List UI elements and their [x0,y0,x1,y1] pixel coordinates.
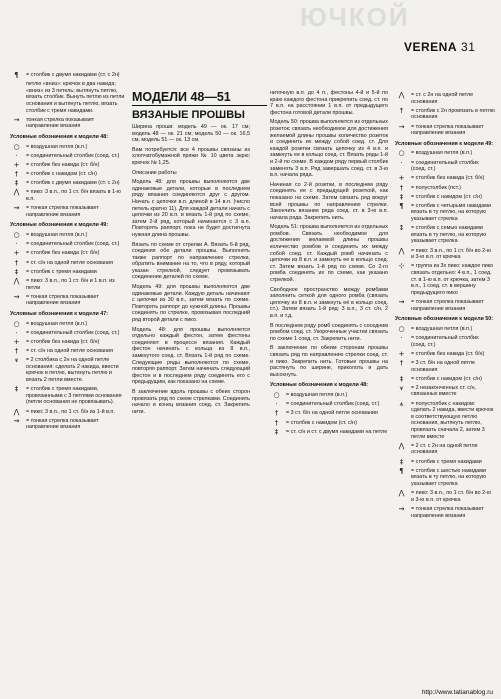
legend-text: = столбик с тремя накидами [411,458,482,465]
crochet-symbol-icon: † [274,409,279,418]
legend-item [395,124,495,137]
legend-text: = тонкая стрелка показывает направление вязания [411,505,484,519]
legend-item [10,205,128,218]
legend-item [395,459,495,466]
legend-text: = столбик без накида (ст. б/н) [26,250,100,257]
crochet-symbol-icon: · [15,151,18,160]
legend-item [10,339,128,346]
crochet-symbol-icon: ○ [13,319,20,328]
legend-item [10,321,128,328]
body-paragraph: Начиная со 2-й розетки, в последнем ряду соединять ее с предыдущей розеткой, как показано на схеме. Затем связать ряд вокруг всей прошвы по направлению стрелки. Закончить вязание ряда соед. ст. в 3-ю в.п. начала ряда. Закрепить нить. [270,181,388,221]
legend-text: = столбик с накидом (ст. с/н) [411,375,482,382]
legend-column-1 [10,72,128,434]
legend-heading: Условные обозначения к модели 49: [10,222,109,229]
crochet-symbol-icon: ↕ [398,224,405,233]
legend-text: = столбик с 2н провязать в петлю основания [411,107,495,121]
legend-item [270,429,388,436]
crochet-symbol-icon: ○ [273,390,280,399]
legend-text: = соединительный столбик (соед. ст.) [26,152,120,159]
legend-text: = воздушная петля (в.п.) [286,391,348,398]
body-paragraph: Модель 48: для прошвы выполняется отдельно каждый фестон, затем фестоны соединяют в процессе вязания. Каждый фестон начинать с кольца из 8 в.п., замкнутого соед. ст. Вязать 1-й ряд по схеме. Следующие ряды выполняются по схеме, повторяя раппорт. Затем начинать следующий фестон и в последнем ряду соединять его с предыдущим, как показано на схеме. [132,326,250,386]
legend-item [10,260,128,267]
legend-text: = группа из 3х пико: каждое пико связать отдельно: 4 в.п., 1 соед. ст. в 1-ю в.п. от крючка, затем 3 в.п., 1 соед. ст. в вершину предыдущего пико [411,263,494,296]
body-paragraph: Модель 51: прошва выполняется из отдельных ромбов. Связать необходимое для достижения желаемой длины прошвы количество ромбов и соединить их между собой соед. ст. Каждый ромб начинать с цепочки из 8 в.п. и замкнуть ее в кольцо соед. ст. Затем вязать 1-й ряд по схеме. Со 2-го ромба соединять их по схеме, как указано стрелкой. [270,224,388,284]
legend-item [395,185,495,192]
crochet-symbol-icon: ‡ [274,427,279,436]
crochet-symbol-icon: · [15,240,18,249]
legend-item [10,418,128,431]
crochet-symbol-icon: ‡ [14,267,19,276]
legend-text: = ст. с/н и ст. с двумя накидами на петле [286,428,388,435]
crochet-symbol-icon: ⩛ [399,383,404,392]
legend-item [395,150,495,157]
crochet-symbol-icon: → [13,115,20,124]
legend-item [395,360,495,373]
crochet-symbol-icon: † [399,183,404,192]
crochet-symbol-icon: → [398,122,405,131]
legend-text: = 2 столбика с 2н на одной петле основания: сделать 2 накида, ввести крючок в петлю, вытянуть петлю и вязать 2 петли вместе. [26,357,119,384]
legend-text: = ст. с/н на одной петле основания [26,348,113,355]
legend-item [10,409,128,416]
crochet-symbol-icon: · [400,333,403,342]
crochet-symbol-icon: ⩛ [14,356,19,365]
brand-name: VERENA [404,40,458,54]
crochet-symbol-icon: · [400,158,403,167]
legend-text: = столбик с тремя накидами, провязанными с 3 петлями основания (петли основания не провязывать). [26,386,122,406]
legend-item [395,351,495,358]
crochet-symbol-icon: ‡ [399,374,404,383]
legend-text: = пико: 3 в.п., по 1 ст. б/н вязать в 1-ю в.п. [26,189,121,203]
legend-item [10,250,128,257]
legend-item [10,278,128,291]
body-paragraph: В последнем ряду ромб соединять с соседним ромбом соед. ст. Укороченные участки связать по схеме 1 соед. ст. Закрепить нити. [270,322,388,342]
body-paragraph: В заключение по обеим сторонам прошвы связать ряд по направлению стрелки соед. ст. и пико. Закрепить нить. Готовые прошвы на растянуть по ширине, приколоть и дать высохнуть. [270,345,388,378]
legend-item [395,490,495,503]
legend-text: = 3 ст. б/н на одной петле основания [411,359,475,373]
crochet-symbol-icon: † [14,258,19,267]
legend-item [395,108,495,121]
crochet-symbol-icon: + [13,160,20,169]
legend-text: = воздушная петля (в.п.) [411,150,473,157]
legend-text: = воздушная петля (в.п.) [411,325,473,332]
header-ghost-text: ЮЧКОЙ [300,2,410,32]
crochet-symbol-icon: ‡ [14,179,19,188]
crochet-symbol-icon: · [275,400,278,409]
legend-text: = полустолбик (пст.) [411,184,461,191]
legend-item [395,194,495,201]
legend-text: = столбик с тремя накидами [26,268,97,275]
legend-item [10,241,128,248]
body-paragraph: Модель 50: прошва выполняется из отдельных розеток: связать необходимое для достижения желаемой длины прошвы количество розеток и соединить их между собой соед. ст. Для каждой розетки связать цепочку из 4 в.п. и замкнуть ее в кольцо соед. ст. Вязать ряды 1-й и 2-й по схеме. В каждом ряду первый столбик заменять 3 в.п. Ряд завершать соед. ст. в 3-ю в.п. начала ряда. [270,119,388,179]
legend-item [10,294,128,307]
legend-text: = столбик с шестью накидами вязать в ту петлю, на которую указывает стрелка [411,467,487,487]
crochet-symbol-icon: ‡ [399,457,404,466]
body-paragraph: Вам потребуется: все 4 прошвы связаны из хлопчатобумажной пряжи № 10 цвета экрю; крючок № 1,25. [132,146,250,166]
legend-text: = тонкая стрелка показывает направление вязания [26,417,99,431]
legend-item [10,189,128,202]
legend-text: = 3 ст. б/н на одной петле основания [286,410,378,417]
crochet-symbol-icon: ‡ [399,192,404,201]
legend-text: = тонкая стрелка показывает направление вязания [26,205,99,218]
body-paragraph: Модель 49: для прошвы выполняются две одинаковые детали. Каждую деталь начинают с цепочки из 30 в.п., затем вязать по схеме. Повторять раппорт до нужной длины. Прошвы соединять по стрелке, провязывая последний ряд второй детали с пико. [132,284,250,324]
crochet-symbol-icon: ↑ [398,106,405,115]
legend-item [395,175,495,182]
body-paragraph: Ширина прошв: модель 49 — ок. 17 см; модель 48 — ок. 21 см; модель 50 — ок. 16,5 см, модель 51 — ок. 13 см. [132,124,250,144]
crochet-symbol-icon: ⇝ [13,416,20,425]
legend-text: = тонкая стрелка показывает направление вязания [411,123,484,137]
crochet-symbol-icon: + [398,349,405,358]
page-number: 31 [461,40,476,54]
legend-text: = столбик с четырьмя накидами вязать в ту петлю, на которую указывает стрелка [411,202,492,223]
legend-item [395,299,495,312]
legend-text: = 2 ст. с 2н на одной петле основания [411,442,478,456]
body-paragraph: Описание работы [132,169,177,176]
legend-text: = соединительный столбик (соед. ст.) [286,401,380,408]
crochet-symbol-icon: ⩚ [399,399,404,408]
legend-item [10,153,128,160]
legend-item [10,357,128,383]
body-paragraph: Свободное пространство между ромбами заполнить сеткой для одного ромба (связать цепочку из 8 в.п. и замкнуть её в кольцо соед. ст.). Затем вязать 1-й ряд: 3 в.п., 3 ст. с/н, 2 в.п. и т.д. [270,286,388,319]
crochet-symbol-icon: ⋀ [398,91,405,99]
legend-text: = пико: 3 в.п., по 1 ст. б/н и 1 в.п. из петли [26,277,115,291]
legend-heading: Условные обозначения к модели 47: [10,310,109,317]
crochet-symbol-icon: ○ [398,324,405,333]
crochet-symbol-icon: ⋀ [398,489,405,498]
legend-item [395,385,495,398]
crochet-symbol-icon: + [398,174,405,183]
page-header [404,40,476,54]
legend-text: = столбик с накидом (ст. с/н) [411,193,482,200]
legend-text: = соединительный столбик (соед. ст.) [26,329,120,336]
crochet-symbol-icon: ⋀ [13,276,20,285]
legend-text: = столбик с двумя накидами (ст. с 2н) [26,180,120,187]
crochet-symbol-icon: † [399,358,404,367]
legend-text: = ст. с/н на одной петле основания [26,259,113,266]
crochet-symbol-icon: ⋀ [13,407,20,416]
legend-item [10,180,128,187]
legend-item [395,401,495,441]
legend-item [10,269,128,276]
legend-heading: Условные обозначения к модели 48: [10,133,109,140]
legend-text: = тонкая стрелка показывает направление вязания [411,298,484,312]
legend-text: = столбик с накидом (ст. с/н) [286,419,357,426]
crochet-symbol-icon: ⇝ [13,204,20,213]
legend-text: = соединительный столбик (соед. ст.) [411,334,479,348]
legend-item [395,225,495,245]
legend-item [10,171,128,178]
crochet-symbol-icon: ¶ [399,466,404,475]
legend-item [395,248,495,261]
legend-item [270,401,388,408]
legend-text: = воздушная петля (в.п.) [26,232,88,239]
legend-text: = столбик с двумя накидами (ст. с 2н) [26,72,120,78]
legend-text: петлю «вниз»: крючок в два накида; «вниз» из 3 петель; вытянуть петлю, вязать столбик. Вынуть петлю из петли основания и вытянуть петлю, вязать столбик с тремя накидами. [26,81,125,114]
legend-item [395,326,495,333]
crochet-symbol-icon: ○ [398,149,405,158]
legend-column-4 [395,92,495,522]
crochet-symbol-icon: † [274,418,279,427]
legend-item [10,144,128,151]
legend-heading: Условные обозначения к модели 48: [270,382,369,389]
legend-text: = столбик без накида (ст. б/н) [26,338,100,345]
body-paragraph: ниточную в.п. до 4 п., фестоны 4-й и 5-й по краю каждого фестона прикрепить соед. ст. по 7 в.п. на расстоянии 1 в.п. от предыдущего фестона готовой детали прошвы. [270,90,388,116]
legend-text: = столбик с семью накидами вязать в ту петлю, на которую указывает стрелка [411,225,487,245]
legend-item [395,335,495,348]
legend-text: = соединительный столбик (соед. ст.) [26,241,120,248]
legend-text: = ст. с 2н на одной петле основания [411,92,474,105]
body-paragraph: Вязать по схеме от стрелки А. Вязать 6-й ряд, соединяя обе детали прошвы. Выполнять также раппорт по направлению стрелки, обратить внимание на то, что в ряду, который указан стрелкой, следует провязывать соединение деталей по схеме. [132,241,250,281]
legend-item [270,420,388,427]
crochet-symbol-icon: ‡ [14,385,19,394]
legend-item [10,117,128,130]
legend-text: = пико: 3 в.п., по 1 ст. б/н из 1-й в.п. [26,408,115,415]
crochet-symbol-icon: ⋀ [13,188,20,197]
legend-item [10,330,128,337]
crochet-symbol-icon: ⋀ [398,441,405,450]
crochet-symbol-icon: ⇝ [398,297,405,306]
article-title: МОДЕЛИ 48—51 [132,90,231,104]
legend-item [395,203,495,223]
legend-item [10,162,128,169]
legend-text: = пико: 3 в.п., по 1 ст. б/н во 2-ю и 3-ю в.п. от крючка [411,247,491,261]
legend-item [10,72,128,79]
title-rule [132,105,267,106]
legend-text: = полустолбик с накидом: сделать 2 накида, ввести крючок в соответствующую петлю основания, вытянуть петлю, провязать сначала 2, затем 3 петли вместе [411,400,494,440]
legend-item [10,81,128,114]
crochet-symbol-icon: ⇝ [398,504,405,513]
crochet-symbol-icon: ⋀ [398,246,405,255]
legend-item [395,506,495,519]
legend-item [395,443,495,456]
legend-item [395,263,495,296]
legend-item [270,392,388,399]
legend-item [10,232,128,239]
crochet-symbol-icon: † [14,347,19,356]
legend-text: тонкая стрелка показывает направление вязания [26,116,95,130]
body-paragraph: Модель 48: для прошвы выполняются две одинаковые детали, которые в последнем ряду вязания соединяются друг с другом. Начать с цепочки в.п. длиной в 14 в.п. (число петель кратно 11). Для каждой детали начать с цепочки из 20 в.п. и вязать 1-й ряд по схеме, затем 2-й ряд, который начинается с 3 в.п. Повторять раппорт, пока не будет достигнута нужная длина прошвы. [132,179,250,238]
footer-url: http://www.tatianablog.ru [421,689,493,697]
text-column-3 [270,90,388,438]
legend-item [270,410,388,417]
crochet-symbol-icon: + [13,337,20,346]
legend-item [10,348,128,355]
crochet-symbol-icon: ○ [13,142,20,151]
legend-text: = пико: 3 в.п., по 1 ст. б/н во 2-ю и 3-ю в.п. от крючка [411,490,491,503]
legend-text: = 2 незаконченных ст. с/н, связанных вместе [411,384,476,398]
legend-item [10,386,128,406]
legend-item [395,92,495,105]
article-title-block [132,90,267,418]
legend-text: = воздушная петля (в.п.) [26,143,88,150]
legend-text: = столбик с накидом (ст. с/н) [26,171,97,178]
crochet-symbol-icon: ⇝ [13,292,20,301]
crochet-symbol-icon: † [14,170,19,179]
legend-text: = столбик без накида (ст. б/н) [26,161,100,168]
article-subtitle: ВЯЗАНЫЕ ПРОШВЫ [132,109,245,121]
legend-item [395,468,495,488]
legend-text: = соединительный столбик (соед. ст.) [411,159,479,173]
legend-text: = столбик без накида (ст. б/н) [411,175,485,182]
legend-item [395,376,495,383]
crochet-symbol-icon: · [15,328,18,337]
crochet-symbol-icon: + [13,249,20,258]
body-paragraph: В заключение вдоль прошвы с обеих сторон провязать ряд по схеме стрелками. Соединить начало и конец вязания соед. ст. Закрепить нити. [132,388,250,415]
legend-text: = тонкая стрелка показывает направление вязания [26,293,99,307]
legend-item [395,160,495,173]
legend-heading: Условные обозначения к модели 49: [395,140,494,147]
crochet-symbol-icon: ○ [13,231,20,240]
legend-text: = столбик без накида (ст. б/н) [411,350,485,357]
crochet-symbol-icon: ¶ [399,201,404,210]
legend-text: = воздушная петля (в.п.) [26,320,88,327]
crochet-symbol-icon: ¶ [14,71,19,79]
crochet-symbol-icon: ⊹ [398,262,405,271]
legend-heading: Условные обозначения к модели 50: [395,316,494,323]
